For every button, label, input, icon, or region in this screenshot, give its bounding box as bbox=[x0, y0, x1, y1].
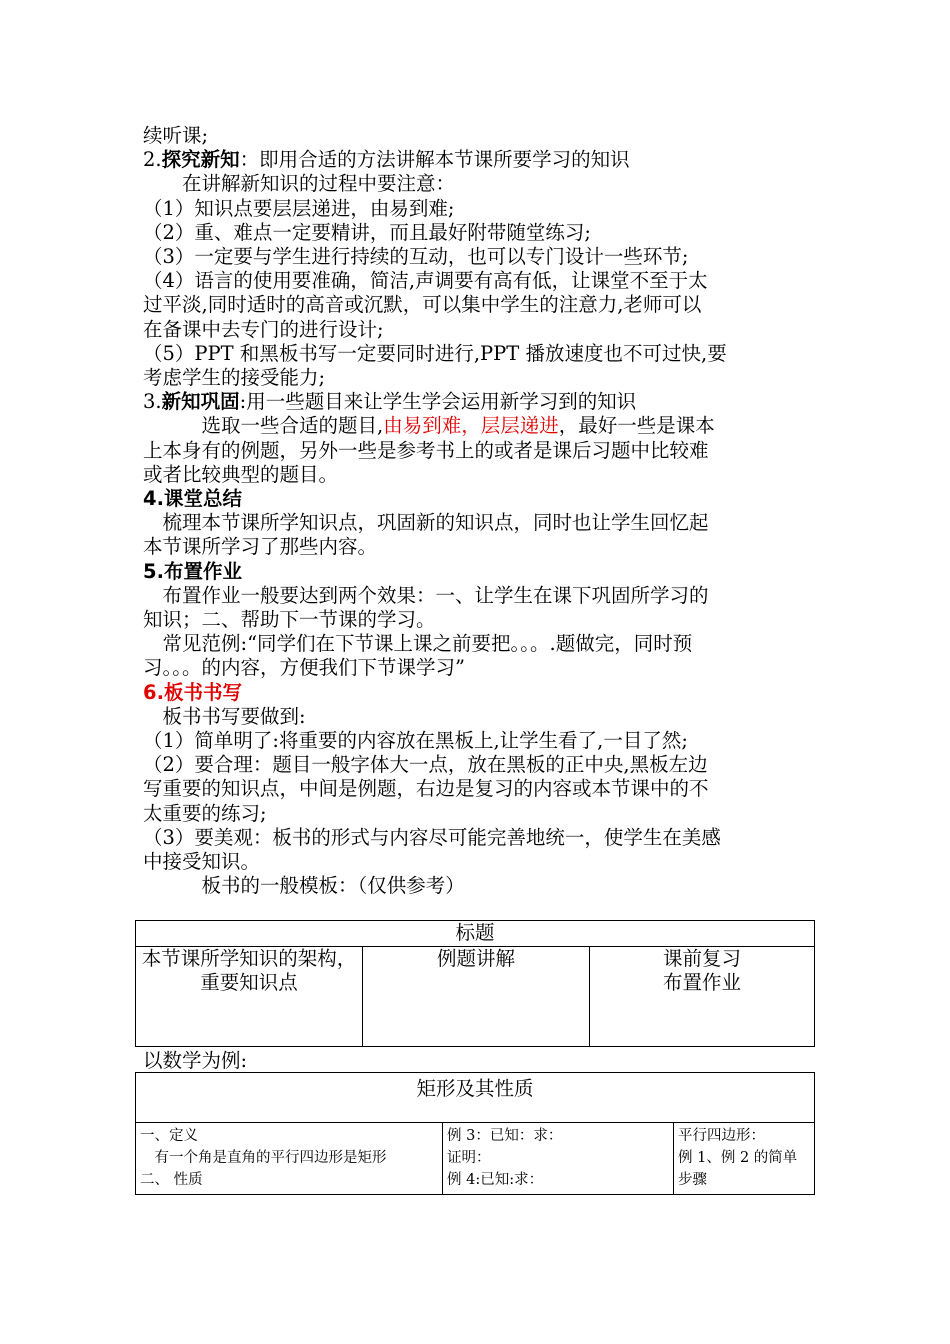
math-col2-line: 证明： bbox=[447, 1150, 491, 1166]
text-run: 上本身有的例题，另外一些是参考书上的或者是课后习题中比较难 bbox=[143, 438, 709, 462]
text-run: :用一些题目来让学生学会运用新学习到的知识 bbox=[239, 390, 637, 414]
text-run: 5.布置作业 bbox=[143, 559, 242, 583]
text-line bbox=[143, 535, 377, 559]
text-run: （4）语言的使用要准确，简洁,声调要有高有低，让课堂不至于太 bbox=[143, 269, 708, 293]
template-knowledge-text: 本节课所学知识的架构，重要知识点 bbox=[141, 947, 357, 994]
template-title-cell bbox=[136, 921, 815, 947]
text-run: 由易到难，层层递进 bbox=[383, 414, 559, 438]
math-col1-line: 二、 性质 bbox=[140, 1172, 203, 1188]
text-line bbox=[143, 511, 709, 535]
text-run: 习。。。的内容，方便我们下节课学习” bbox=[143, 656, 465, 680]
math-col1-line: 一、定义 bbox=[140, 1128, 198, 1144]
text-run: 在讲解新知识的过程中要注意： bbox=[143, 172, 456, 196]
text-line bbox=[143, 705, 306, 729]
text-run: 板书的一般模板：（仅供参考） bbox=[143, 874, 465, 898]
text-run: 新知巩固 bbox=[161, 390, 240, 414]
text-line bbox=[143, 753, 708, 777]
math-col3-line: 平行四边形： bbox=[678, 1128, 765, 1144]
math-col2-line: 例 4:已知:求： bbox=[447, 1172, 544, 1188]
text-run: （2）重、难点一定要精讲，而且最好附带随堂练习; bbox=[143, 220, 591, 244]
math-col2-line: 例 3：已知：求： bbox=[447, 1128, 563, 1144]
text-line bbox=[143, 439, 709, 463]
text-run: 2. bbox=[143, 148, 162, 172]
template-knowledge-cell bbox=[136, 947, 363, 1047]
example-label: 以数学为例: bbox=[143, 1049, 248, 1072]
text-run: 布置作业一般要达到两个效果：一、让学生在课下巩固所学习的 bbox=[143, 583, 709, 607]
text-line bbox=[143, 656, 465, 680]
text-run: 4.课堂总结 bbox=[143, 487, 242, 510]
text-run: 中接受知识。 bbox=[143, 850, 261, 873]
text-line bbox=[143, 390, 636, 414]
math-title: 矩形及其性质 bbox=[416, 1077, 534, 1100]
text-line bbox=[143, 608, 436, 632]
text-run: 梳理本节课所学知识点，巩固新的知识点，同时也让学生回忆起 bbox=[143, 511, 709, 535]
math-definition-cell bbox=[136, 1123, 443, 1195]
text-line bbox=[143, 584, 709, 608]
math-examples-cell bbox=[443, 1123, 674, 1195]
text-run: （3）一定要与学生进行持续的互动，也可以专门设计一些环节; bbox=[143, 245, 689, 268]
text-line bbox=[143, 148, 630, 172]
text-run: （5）PPT 和黑板书写一定要同时进行,PPT 播放速度也不可过快,要 bbox=[143, 341, 727, 365]
text-run: 写重要的知识点，中间是例题，右边是复习的内容或本节课中的不 bbox=[143, 777, 709, 801]
math-example-table bbox=[135, 1072, 815, 1195]
text-line bbox=[143, 245, 688, 269]
math-col3-line: 例 1、例 2 的简单 bbox=[678, 1150, 798, 1166]
text-run: （1）简单明了:将重要的内容放在黑板上,让学生看了,一目了然; bbox=[143, 729, 688, 752]
text-line bbox=[143, 221, 591, 245]
text-run: 知识；二、帮助下一节课的学习。 bbox=[143, 608, 436, 631]
text-line bbox=[143, 124, 208, 148]
text-run: 太重要的练习; bbox=[143, 801, 267, 825]
math-review-cell bbox=[674, 1123, 815, 1195]
template-review-text: 课前复习 bbox=[662, 947, 741, 970]
text-line bbox=[143, 366, 325, 390]
text-run: 常见范例:“同学们在下节课上课之前要把。。。.题做完，同时预 bbox=[143, 632, 693, 656]
template-homework-text: 布置作业 bbox=[662, 971, 741, 994]
text-line bbox=[143, 850, 260, 874]
text-line bbox=[143, 632, 692, 656]
text-run: 3. bbox=[143, 390, 162, 414]
text-line bbox=[143, 874, 465, 898]
text-line bbox=[143, 681, 242, 705]
text-run: 本节课所学习了那些内容。 bbox=[143, 535, 378, 559]
text-line bbox=[143, 342, 727, 366]
text-run: 过平淡,同时适时的高音或沉默，可以集中学生的注意力,老师可以 bbox=[143, 293, 702, 317]
math-col1-line: 有一个角是直角的平行四边形是矩形 bbox=[140, 1150, 387, 1166]
math-title-cell bbox=[136, 1073, 815, 1123]
text-run: 6.板书书写 bbox=[143, 680, 242, 704]
template-review-cell bbox=[590, 947, 815, 1047]
text-run: 板书书写要做到: bbox=[143, 704, 306, 728]
template-examples-cell bbox=[363, 947, 590, 1047]
template-title: 标题 bbox=[455, 921, 495, 944]
text-line bbox=[143, 560, 242, 584]
text-run: ：即用合适的方法讲解本节课所要学习的知识 bbox=[239, 148, 630, 172]
text-line bbox=[143, 197, 454, 221]
text-run: ，最好一些是课本 bbox=[558, 414, 715, 438]
math-col3-line: 步骤 bbox=[678, 1172, 707, 1188]
text-run: 或者比较典型的题目。 bbox=[143, 462, 339, 486]
text-run: 考虑学生的接受能力; bbox=[143, 366, 326, 389]
template-examples-text: 例题讲解 bbox=[436, 947, 515, 970]
text-line bbox=[143, 826, 721, 850]
text-line bbox=[143, 293, 701, 317]
text-run: 在备课中去专门的进行设计; bbox=[143, 317, 384, 341]
text-run: （1）知识点要层层递进，由易到难; bbox=[143, 196, 455, 220]
text-run: 续听课; bbox=[143, 124, 209, 147]
text-run: 探究新知 bbox=[161, 148, 240, 172]
text-line bbox=[143, 318, 384, 342]
text-line bbox=[143, 777, 709, 801]
text-line bbox=[143, 414, 715, 438]
text-line bbox=[143, 269, 708, 293]
text-line bbox=[143, 172, 455, 196]
text-run: （2）要合理：题目一般字体大一点，放在黑板的正中央,黑板左边 bbox=[143, 753, 708, 777]
text-line bbox=[143, 487, 242, 511]
text-run: 选取一些合适的题目, bbox=[143, 414, 384, 438]
blackboard-template-table bbox=[135, 920, 815, 1047]
text-run: （3）要美观：板书的形式与内容尽可能完善地统一，使学生在美感 bbox=[143, 825, 721, 849]
text-line bbox=[143, 463, 338, 487]
text-line bbox=[143, 802, 267, 826]
text-line bbox=[143, 729, 688, 753]
